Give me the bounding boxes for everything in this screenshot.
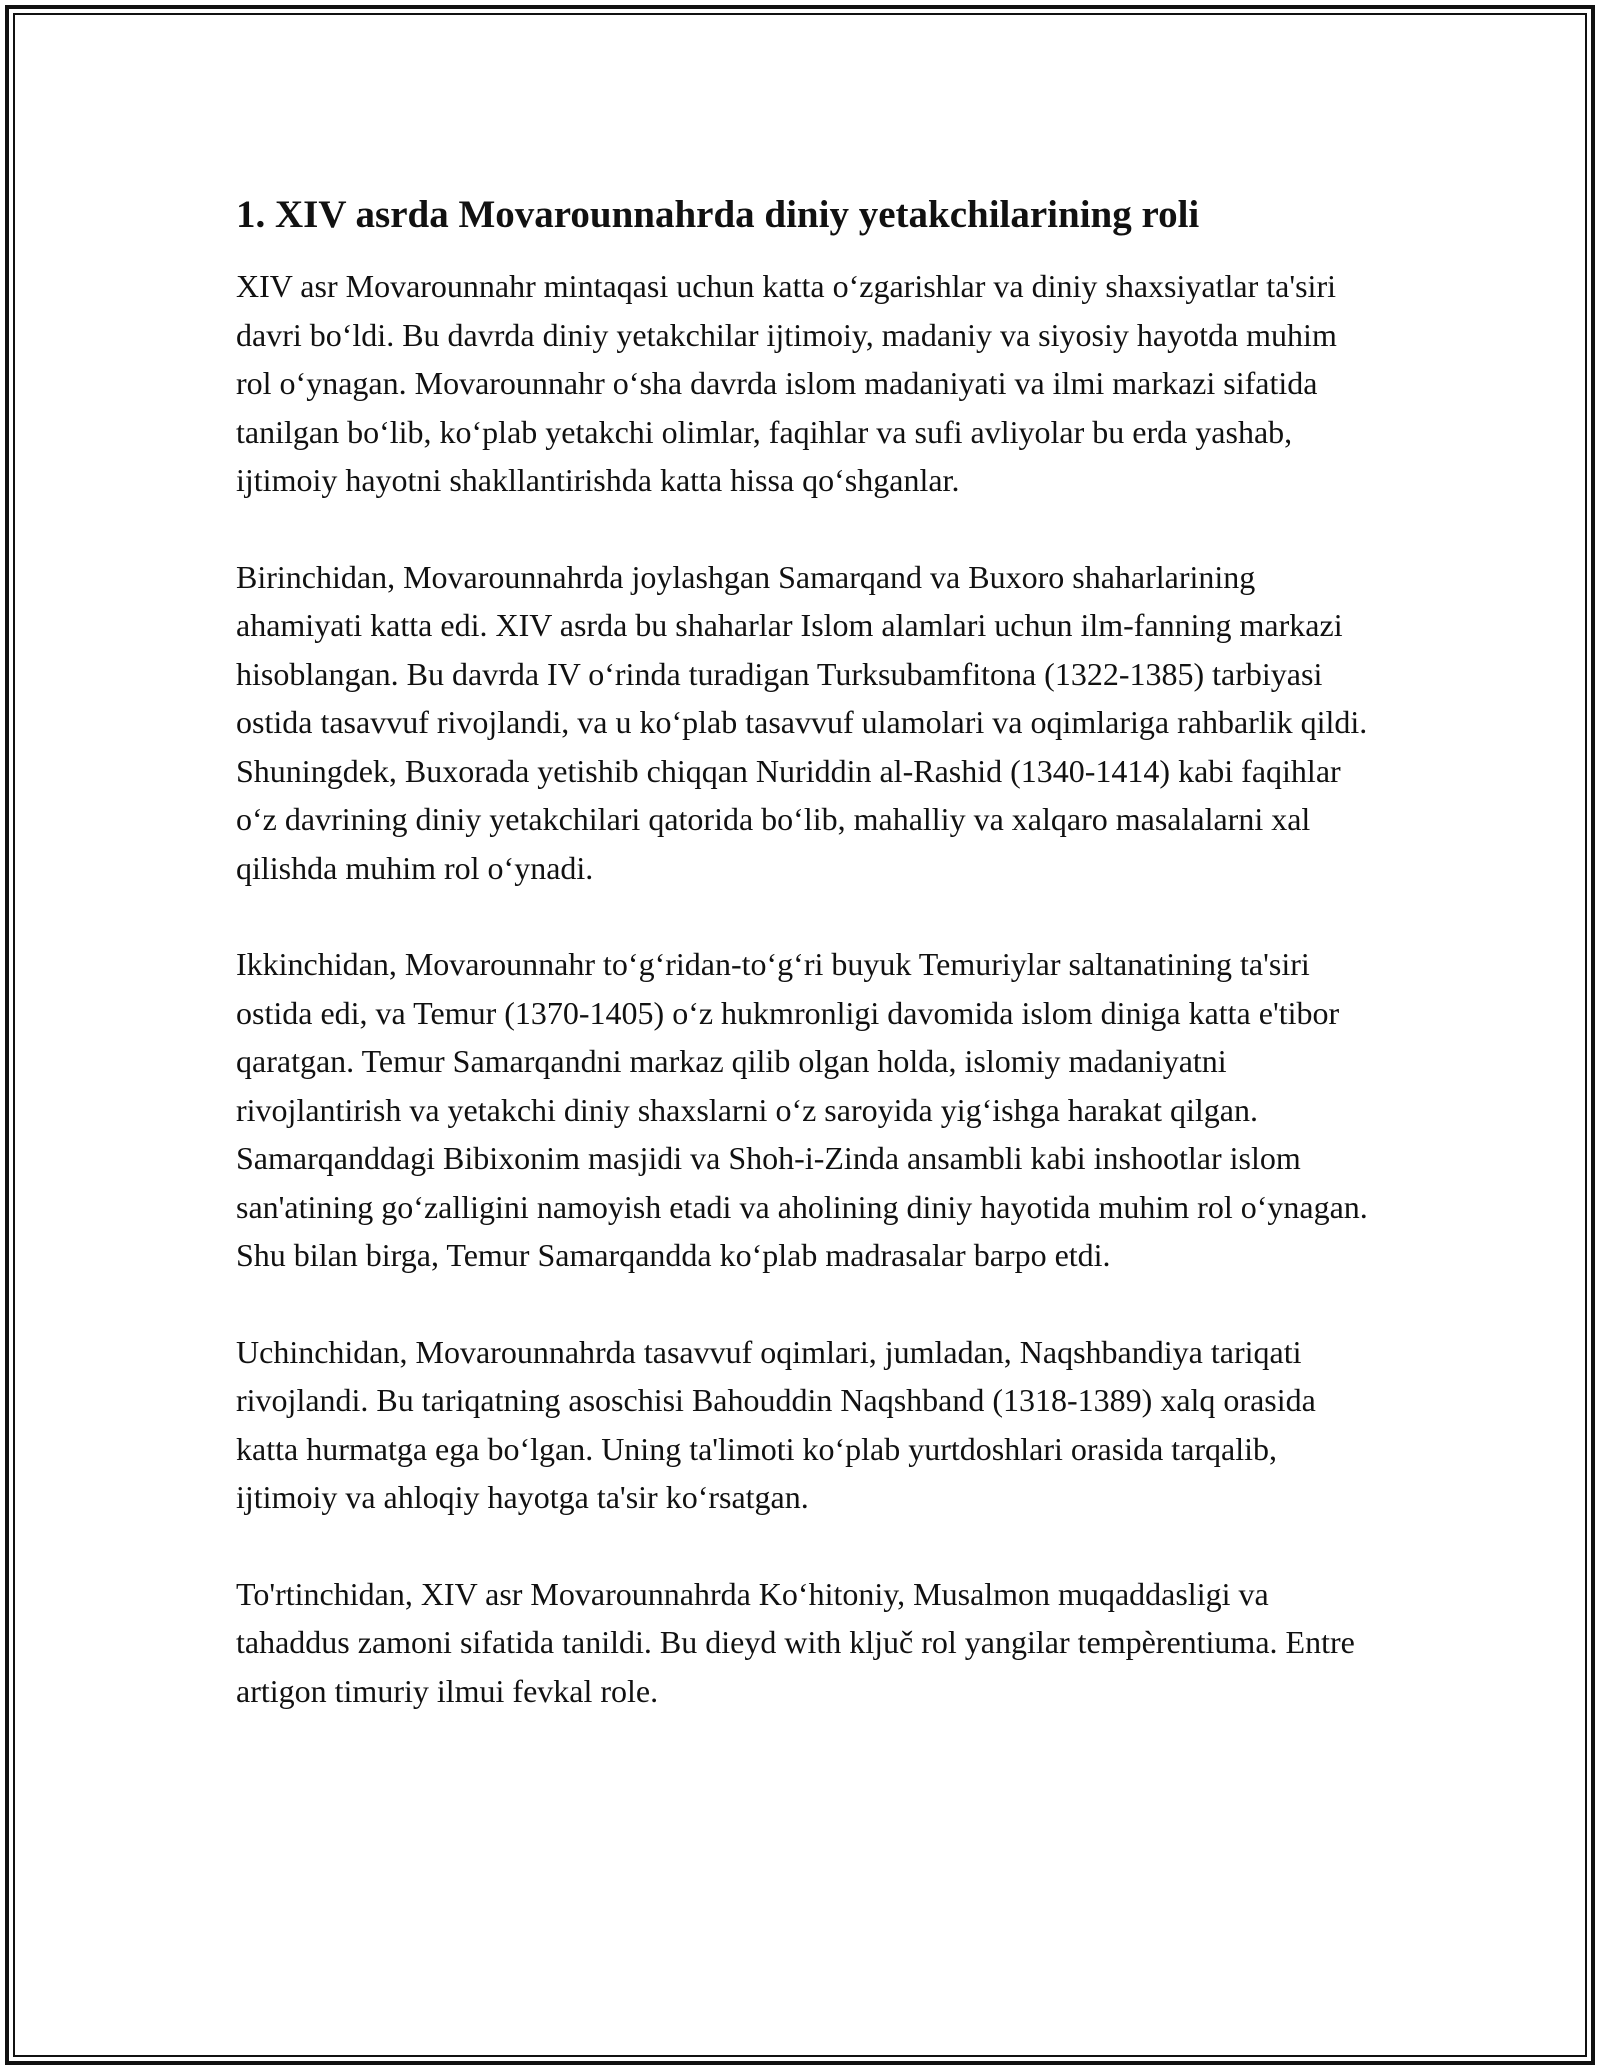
document-body (236, 186, 1376, 1763)
paragraph-first: Birinchidan, Movarounnahrda joylashgan Samarqand va Buxoro shaharlarining ahamiyati katta edi. XIV asrda bu shaharlar Islom alamlari uchun ilm-fanning markazi hisoblangan. Bu davrda IV o‘rinda turadigan Turksubamfitona (1322-1385) tarbiyasi ostida tasavvuf rivojlandi, va u ko‘plab tasavvuf ulamolari va oqimlariga rahbarlik qildi. Shuningdek, Buxorada yetishib chiqqan Nuriddin al-Rashid (1340-1414) kabi faqihlar o‘z davrining diniy yetakchilari qatorida bo‘lib, mahalliy va xalqaro masalalarni xal qilishda muhim rol o‘ynadi. (236, 558, 1368, 886)
section-title: 1. XIV asrda Movarounnahrda diniy yetakchilarining roli (236, 193, 1200, 236)
paragraph-fourth: To'rtinchidan, XIV asr Movarounnahrda Ko‘hitoniy, Musalmon muqaddasligi va tahaddus zamoni sifatida tanildi. Bu dieyd with ključ rol yangilar tempèrentiuma. Entre artigon timuriy ilmui fevkal role. (236, 1575, 1355, 1709)
paragraph-intro: XIV asr Movarounnahr mintaqasi uchun katta o‘zgarishlar va diniy shaxsiyatlar ta'siri davri bo‘ldi. Bu davrda diniy yetakchilar ijtimoiy, madaniy va siyosiy hayotda muhim rol o‘ynagan. Movarounnahr o‘sha davrda islom madaniyati va ilmi markazi sifatida tanilgan bo‘lib, ko‘plab yetakchi olimlar, faqihlar va sufi avliyolar bu erda yashab, ijtimoiy hayotni shakllantirishda katta hissa qo‘shganlar. (236, 268, 1337, 498)
paragraph-third: Uchinchidan, Movarounnahrda tasavvuf oqimlari, jumladan, Naqshbandiya tariqati rivojlandi. Bu tariqatning asoschisi Bahouddin Naqshband (1318-1389) xalq orasida katta hurmatga ega bo‘lgan. Uning ta'limoti ko‘plab yurtdoshlari orasida tarqalib, ijtimoiy va ahloqiy hayotga ta'sir ko‘rsatgan. (236, 1333, 1316, 1515)
paragraph-second: Ikkinchidan, Movarounnahr to‘g‘ridan-to‘g‘ri buyuk Temuriylar saltanatining ta'siri ostida edi, va Temur (1370-1405) o‘z hukmronligi davomida islom diniga katta e'tibor qaratgan. Temur Samarqandni markaz qilib olgan holda, islomiy madaniyatni rivojlantirish va yetakchi diniy shaxslarni o‘z saroyida yig‘ishga harakat qilgan. Samarqanddagi Bibixonim masjidi va Shoh-i-Zinda ansambli kabi inshootlar islom san'atining go‘zalligini namoyish etadi va aholining diniy hayotida muhim rol o‘ynagan. Shu bilan birga, Temur Samarqandda ko‘plab madrasalar barpo etdi. (236, 946, 1368, 1273)
